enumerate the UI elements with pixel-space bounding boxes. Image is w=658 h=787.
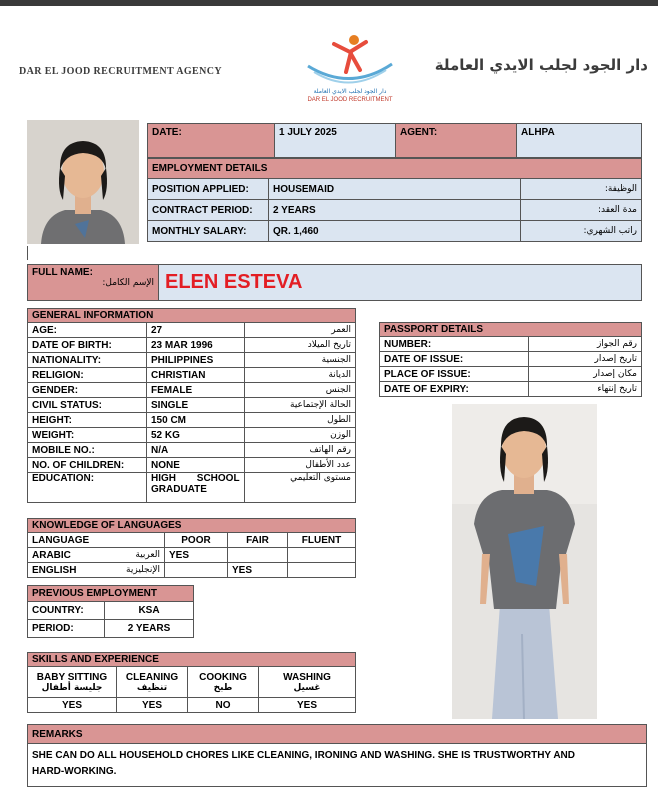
passport-row bbox=[380, 367, 642, 382]
general-label-ar: الديانة bbox=[244, 368, 355, 383]
language-name-cell bbox=[28, 563, 165, 578]
education-label-ar: مستوى التعليمي bbox=[244, 473, 355, 503]
general-row bbox=[28, 323, 356, 338]
agency-logo bbox=[294, 30, 406, 108]
skill-header bbox=[188, 667, 259, 698]
general-row bbox=[28, 338, 356, 353]
date-value: 1 JULY 2025 bbox=[275, 124, 396, 158]
previous-row bbox=[28, 620, 194, 638]
general-label: GENDER: bbox=[28, 383, 147, 398]
remarks-table bbox=[27, 724, 647, 787]
language-name-ar: الإنجليزية bbox=[126, 564, 160, 575]
skill-header bbox=[28, 667, 117, 698]
language-poor bbox=[165, 563, 228, 578]
general-row bbox=[28, 413, 356, 428]
general-row bbox=[28, 473, 356, 503]
skills-header-row bbox=[28, 667, 356, 698]
passport-row bbox=[380, 337, 642, 352]
passport-details-table bbox=[379, 322, 642, 397]
languages-header: POOR bbox=[165, 533, 228, 548]
skills-title: SKILLS AND EXPERIENCE bbox=[28, 653, 356, 667]
general-label: RELIGION: bbox=[28, 368, 147, 383]
general-information-title: GENERAL INFORMATION bbox=[28, 309, 356, 323]
date-label: DATE: bbox=[148, 124, 275, 158]
general-row bbox=[28, 353, 356, 368]
remarks-text bbox=[28, 744, 647, 787]
skill-name-ar: تنظيف bbox=[136, 682, 168, 693]
education-value-line-1: HIGH SCHOOL bbox=[151, 473, 240, 484]
general-value: 150 CM bbox=[147, 413, 245, 428]
passport-label: DATE OF EXPIRY: bbox=[380, 382, 529, 397]
agent-value: ALHPA bbox=[517, 124, 642, 158]
general-row bbox=[28, 368, 356, 383]
general-label: WEIGHT: bbox=[28, 428, 147, 443]
previous-value: KSA bbox=[105, 602, 194, 620]
general-label: CIVIL STATUS: bbox=[28, 398, 147, 413]
general-row bbox=[28, 383, 356, 398]
skill-name-ar: غسيل bbox=[293, 682, 321, 693]
employment-label: POSITION APPLIED: bbox=[148, 179, 269, 200]
general-row bbox=[28, 398, 356, 413]
general-label-ar: الطول bbox=[244, 413, 355, 428]
employment-row bbox=[148, 179, 642, 200]
portrait-photo bbox=[27, 120, 139, 244]
full-name-label-cell bbox=[28, 265, 159, 301]
employment-details-table bbox=[147, 158, 642, 242]
general-label-ar: الجنس bbox=[244, 383, 355, 398]
full-name-label: FULL NAME: bbox=[32, 267, 93, 278]
general-label: HEIGHT: bbox=[28, 413, 147, 428]
passport-label-ar: تاريخ إصدار bbox=[529, 352, 642, 367]
general-information-table bbox=[27, 308, 356, 503]
languages-header: FAIR bbox=[228, 533, 288, 548]
skill-name-ar: طبخ bbox=[213, 682, 233, 693]
passport-row bbox=[380, 352, 642, 367]
employment-label-ar: الوظيفة: bbox=[521, 179, 642, 200]
language-fair: YES bbox=[228, 563, 288, 578]
remarks-title: REMARKS bbox=[28, 725, 647, 744]
full-name-value: ELEN ESTEVA bbox=[159, 265, 642, 301]
skill-name: BABY SITTING bbox=[36, 671, 108, 683]
language-name-cell bbox=[28, 548, 165, 563]
general-label: DATE OF BIRTH: bbox=[28, 338, 147, 353]
divider bbox=[27, 246, 28, 260]
skills-table bbox=[27, 652, 356, 713]
language-name-ar: العربية bbox=[135, 549, 160, 560]
language-fluent bbox=[288, 563, 356, 578]
general-label-ar: الوزن bbox=[244, 428, 355, 443]
employment-label-ar: راتب الشهري: bbox=[521, 221, 642, 242]
passport-label-ar: رقم الجواز bbox=[529, 337, 642, 352]
general-row bbox=[28, 458, 356, 473]
general-value: FEMALE bbox=[147, 383, 245, 398]
passport-label: NUMBER: bbox=[380, 337, 529, 352]
languages-header: FLUENT bbox=[288, 533, 356, 548]
skill-name: WASHING bbox=[283, 671, 331, 683]
top-border bbox=[0, 0, 658, 6]
passport-label: PLACE OF ISSUE: bbox=[380, 367, 529, 382]
skill-name: CLEANING bbox=[125, 671, 179, 683]
logo-arabic-text: دار الجود لجلب الايدي العاملة bbox=[313, 88, 387, 95]
education-value-line-2: GRADUATE bbox=[151, 484, 207, 495]
general-label: MOBILE NO.: bbox=[28, 443, 147, 458]
employment-label: CONTRACT PERIOD: bbox=[148, 200, 269, 221]
languages-title: KNOWLEDGE OF LANGUAGES bbox=[28, 519, 356, 533]
language-row bbox=[28, 563, 356, 578]
language-row bbox=[28, 548, 356, 563]
general-label-ar: رقم الهاتف bbox=[244, 443, 355, 458]
general-value: NONE bbox=[147, 458, 245, 473]
general-value: 27 bbox=[147, 323, 245, 338]
agent-label: AGENT: bbox=[396, 124, 517, 158]
general-value: 52 KG bbox=[147, 428, 245, 443]
general-label-ar: الحالة الإجتماعية bbox=[244, 398, 355, 413]
previous-label: COUNTRY: bbox=[28, 602, 105, 620]
employment-value: 2 YEARS bbox=[269, 200, 521, 221]
date-agent-table bbox=[147, 123, 642, 158]
skill-value: YES bbox=[259, 698, 356, 713]
employment-value: QR. 1,460 bbox=[269, 221, 521, 242]
education-value-cell bbox=[147, 473, 245, 503]
passport-label-ar: مكان إصدار bbox=[529, 367, 642, 382]
language-poor: YES bbox=[165, 548, 228, 563]
general-label: AGE: bbox=[28, 323, 147, 338]
full-name-table bbox=[27, 264, 642, 301]
passport-details-title: PASSPORT DETAILS bbox=[380, 323, 642, 337]
employment-row bbox=[148, 200, 642, 221]
agency-name-arabic: دار الجود لجلب الايدي العاملة bbox=[434, 56, 648, 74]
skill-header bbox=[259, 667, 356, 698]
skill-value: YES bbox=[117, 698, 188, 713]
logo-english-text: DAR EL JOOD RECRUITMENT bbox=[307, 97, 393, 103]
passport-label: DATE OF ISSUE: bbox=[380, 352, 529, 367]
general-value: PHILIPPINES bbox=[147, 353, 245, 368]
general-label-ar: العمر bbox=[244, 323, 355, 338]
employment-label-ar: مدة العقد: bbox=[521, 200, 642, 221]
full-body-photo bbox=[452, 404, 597, 719]
employment-row bbox=[148, 221, 642, 242]
employment-label: MONTHLY SALARY: bbox=[148, 221, 269, 242]
general-label: NO. OF CHILDREN: bbox=[28, 458, 147, 473]
general-value: 23 MAR 1996 bbox=[147, 338, 245, 353]
languages-header: LANGUAGE bbox=[28, 533, 165, 548]
general-value: CHRISTIAN bbox=[147, 368, 245, 383]
general-label-ar: عدد الأطفال bbox=[244, 458, 355, 473]
skill-name-ar: جليسة أطفال bbox=[41, 682, 103, 693]
language-name: ENGLISH bbox=[32, 564, 77, 576]
employment-value: HOUSEMAID bbox=[269, 179, 521, 200]
logo-figure-icon bbox=[294, 30, 406, 88]
language-fluent bbox=[288, 548, 356, 563]
passport-label-ar: تاريخ إنتهاء bbox=[529, 382, 642, 397]
remarks-line-2: HARD-WORKING. bbox=[32, 766, 117, 777]
general-label-ar: الجنسية bbox=[244, 353, 355, 368]
employment-details-title: EMPLOYMENT DETAILS bbox=[148, 159, 642, 179]
previous-value: 2 YEARS bbox=[105, 620, 194, 638]
previous-row bbox=[28, 602, 194, 620]
general-label: NATIONALITY: bbox=[28, 353, 147, 368]
general-value: SINGLE bbox=[147, 398, 245, 413]
agency-name-english: DAR EL JOOD RECRUITMENT AGENCY bbox=[19, 66, 222, 77]
previous-employment-table bbox=[27, 585, 194, 638]
skill-value: YES bbox=[28, 698, 117, 713]
previous-label: PERIOD: bbox=[28, 620, 105, 638]
general-row bbox=[28, 428, 356, 443]
languages-table bbox=[27, 518, 356, 578]
languages-header-row bbox=[28, 533, 356, 548]
remarks-line-1: SHE CAN DO ALL HOUSEHOLD CHORES LIKE CLEANING, IRONING AND WASHING. SHE IS TRUSTWORTHY AND bbox=[32, 750, 575, 761]
previous-employment-title: PREVIOUS EMPLOYMENT bbox=[28, 586, 194, 602]
general-value: N/A bbox=[147, 443, 245, 458]
skills-value-row bbox=[28, 698, 356, 713]
general-label-ar: تاريخ الميلاد bbox=[244, 338, 355, 353]
skill-header bbox=[117, 667, 188, 698]
skill-name: COOKING bbox=[199, 671, 247, 683]
passport-row bbox=[380, 382, 642, 397]
full-name-label-ar: الإسم الكامل: bbox=[102, 278, 154, 288]
general-row bbox=[28, 443, 356, 458]
skill-value: NO bbox=[188, 698, 259, 713]
language-name: ARABIC bbox=[32, 549, 71, 561]
language-fair bbox=[228, 548, 288, 563]
education-label: EDUCATION: bbox=[28, 473, 147, 503]
